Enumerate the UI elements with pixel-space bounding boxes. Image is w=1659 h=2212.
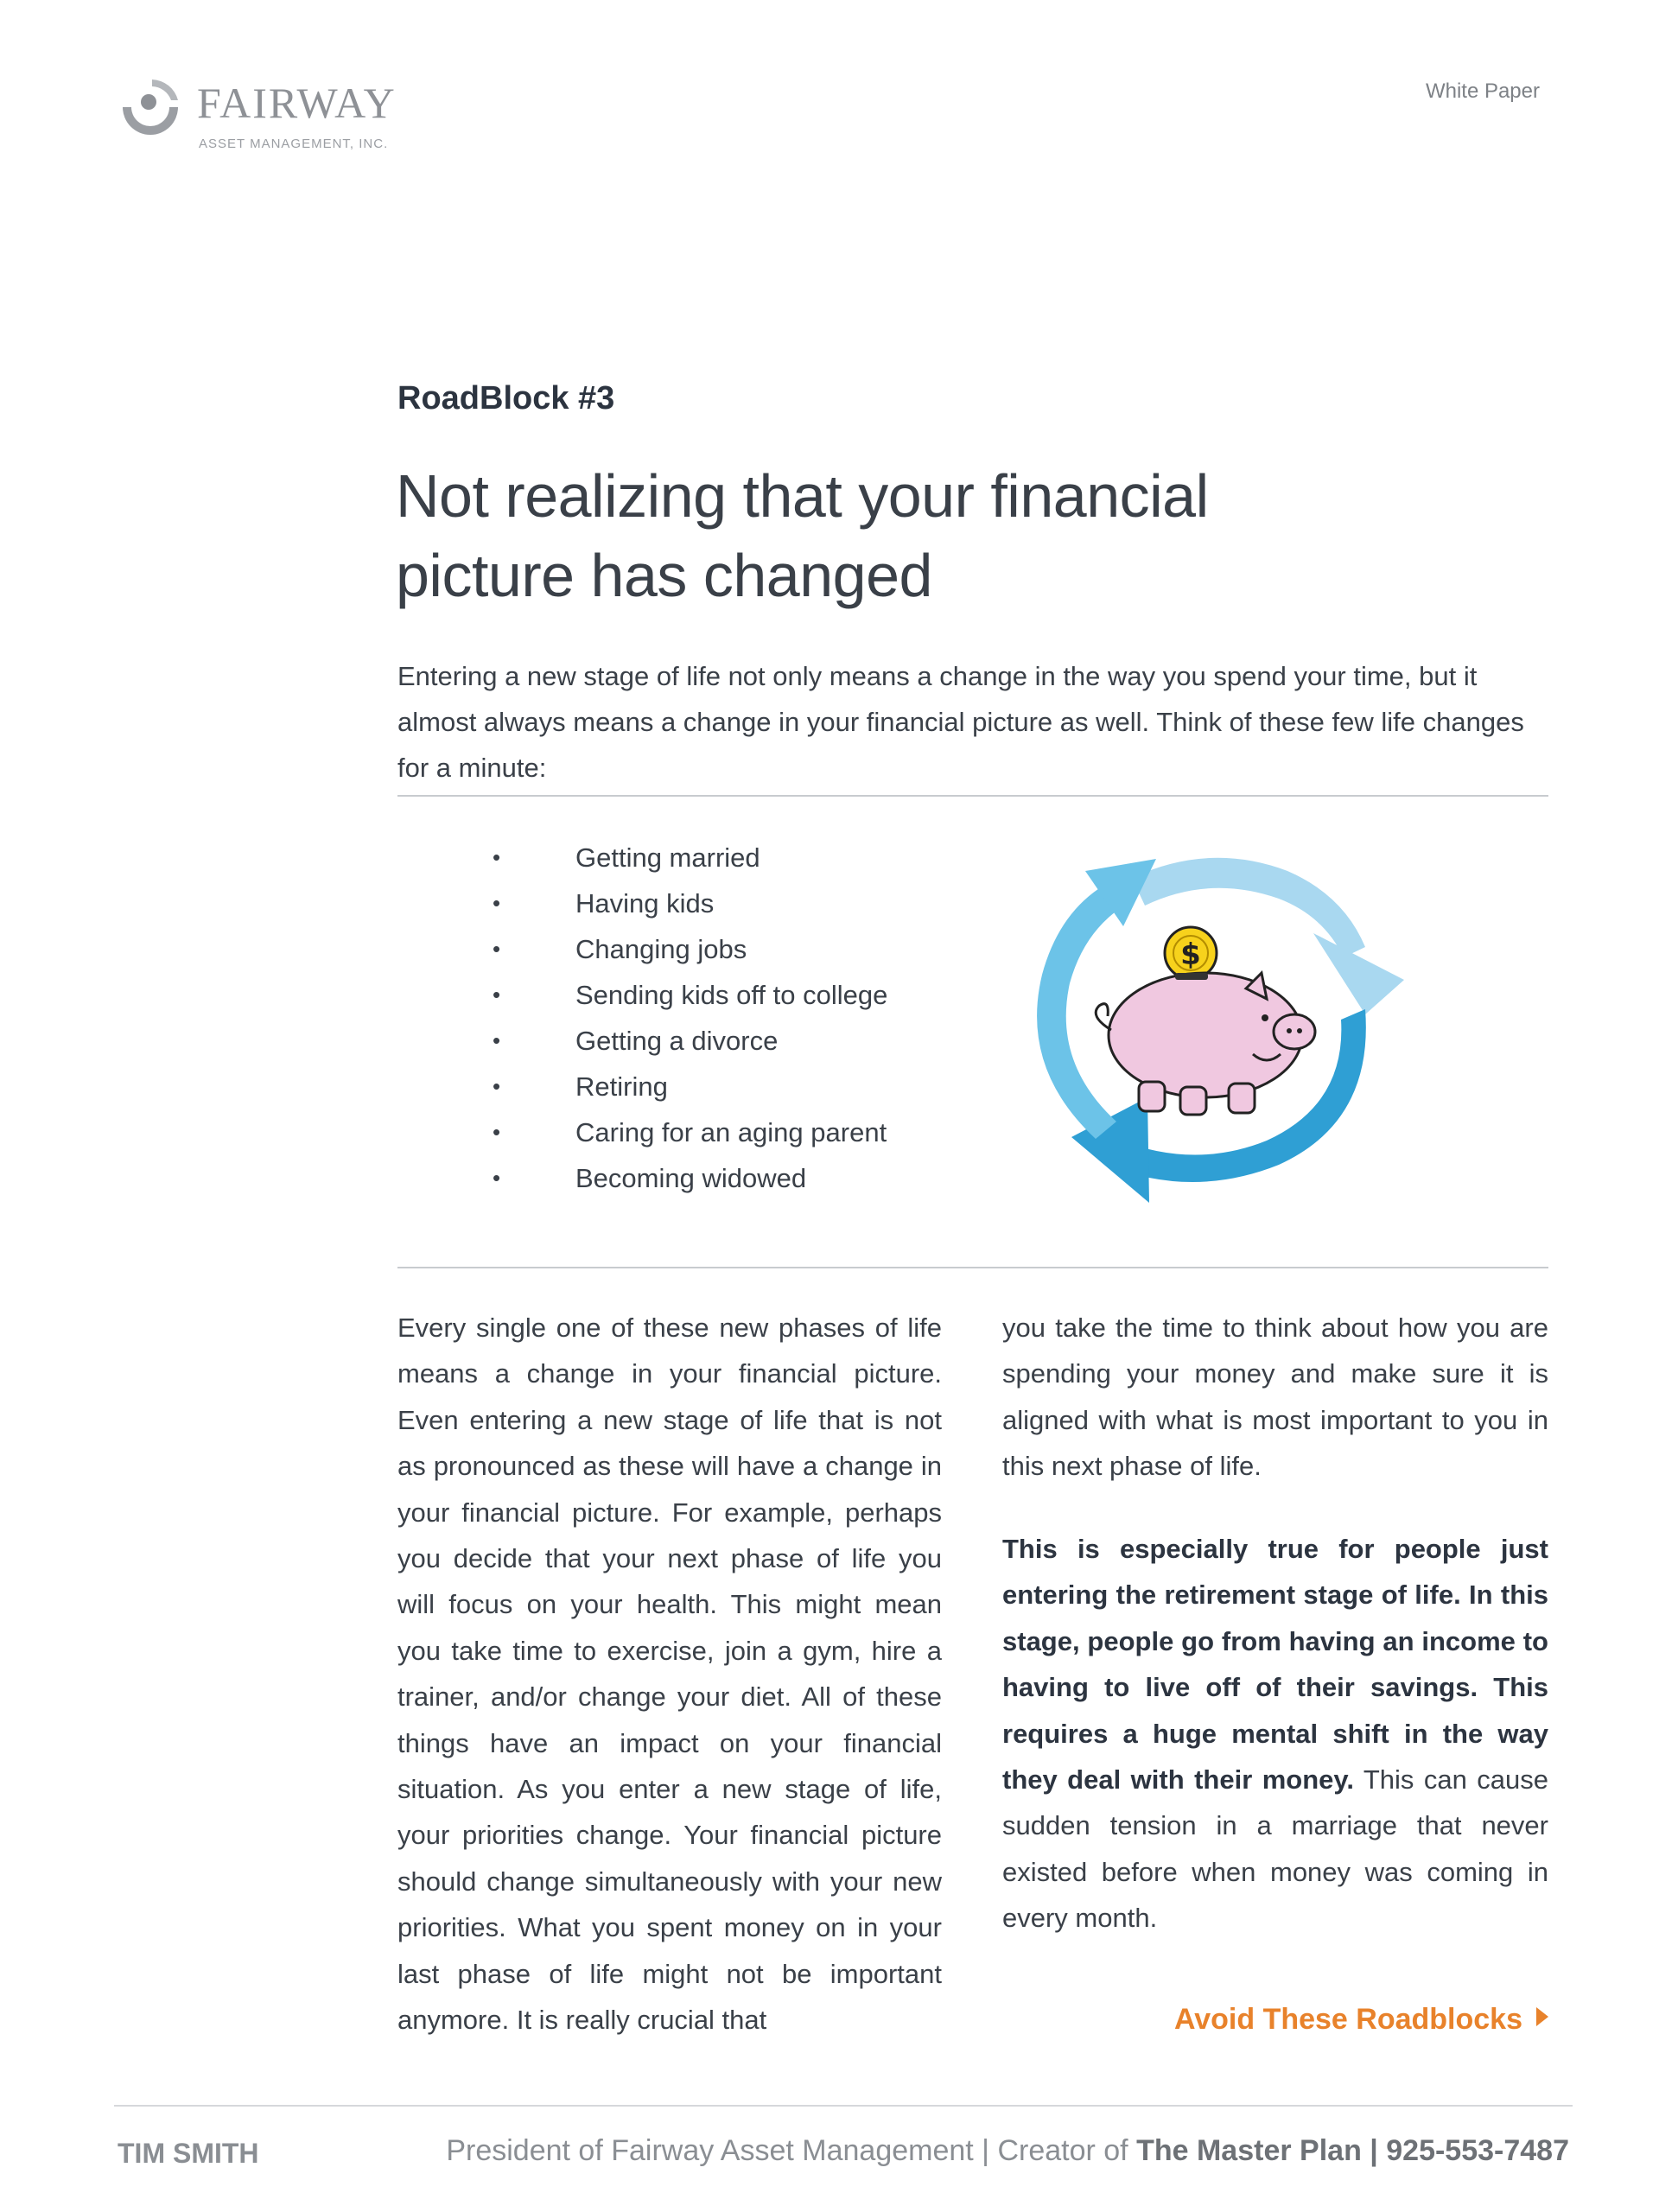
body-left-column: Every single one of these new phases of life means a change in your financial picture. Even entering a new stage of life that is not as pronounced as these will have a change in your financial picture. For example, perhaps you decide that your next phase of life you will focus on your health. This might mean you take time to exercise, join a gym, hire a trainer, and/or change your diet. All of these things have an impact on your financial situation. As you enter a new stage of life, your priorities change. Your financial picture should change simultaneously with your new priorities. What you spent money on in your last phase of life might not be important anymore. It is really crucial that	[397, 1313, 942, 2036]
list-item: • Getting a divorce	[484, 1018, 887, 1064]
life-changes-list	[484, 835, 887, 1201]
company-logo	[114, 74, 399, 161]
list-item: • Changing jobs	[484, 926, 887, 972]
footer-author-name: TIM SMITH	[118, 2138, 259, 2169]
divider-top	[397, 795, 1548, 797]
body-right-paragraph-2	[1002, 1526, 1548, 1942]
logo-wordmark: FAIRWAY	[197, 79, 397, 127]
body-text: This can cause sudden tension in a marriage that never existed before when money was coming in every month.	[1002, 1764, 1548, 1934]
roadblock-label: RoadBlock #3	[397, 380, 615, 416]
arrow-right-icon[interactable]	[1536, 2007, 1548, 2026]
avoid-roadblocks-link[interactable]	[1174, 2003, 1548, 2037]
logo-subtitle: ASSET MANAGEMENT, INC.	[199, 137, 389, 151]
document-type-label: White Paper	[1425, 79, 1540, 103]
body-right-paragraph-1: you take the time to think about how you are spending your money and make sure it is aligned with what is most important to you in this next phase of life.	[1002, 1313, 1548, 1482]
footer-divider	[114, 2105, 1573, 2107]
list-item: • Caring for an aging parent	[484, 1109, 887, 1155]
footer-author-info	[446, 2134, 1569, 2168]
footer-phone: | 925-553-7487	[1361, 2134, 1569, 2167]
fairway-logo-icon	[114, 78, 188, 152]
title-line-1: Not realizing that your financial	[396, 462, 1209, 530]
footer-product-name: The Master Plan	[1136, 2134, 1362, 2167]
page-title	[396, 456, 1346, 615]
intro-paragraph: Entering a new stage of life not only means a change in the way you spend your time, but it almost always means a change in your financial picture as well. Think of these few life changes for a minute:	[397, 661, 1524, 783]
list-item: • Sending kids off to college	[484, 972, 887, 1018]
emphasis-text: This is especially true for people just entering the retirement stage of life. In this stage, people go from having an income to having to live off of their savings. This requires a huge mental shift in the way they deal with their money.	[1002, 1534, 1548, 1796]
footer-title-text: President of Fairway Asset Management | Creator of	[446, 2134, 1137, 2167]
piggy-bank-cycle-icon	[1002, 836, 1417, 1225]
svg-text:$: $	[1180, 938, 1201, 972]
list-item: • Getting married	[484, 835, 887, 880]
list-item: • Having kids	[484, 880, 887, 926]
list-item: • Becoming widowed	[484, 1155, 887, 1201]
list-item: • Retiring	[484, 1064, 887, 1109]
divider-bottom	[397, 1267, 1548, 1268]
title-line-2: picture has changed	[396, 542, 932, 609]
cta-label[interactable]: Avoid These Roadblocks	[1173, 2003, 1522, 2036]
